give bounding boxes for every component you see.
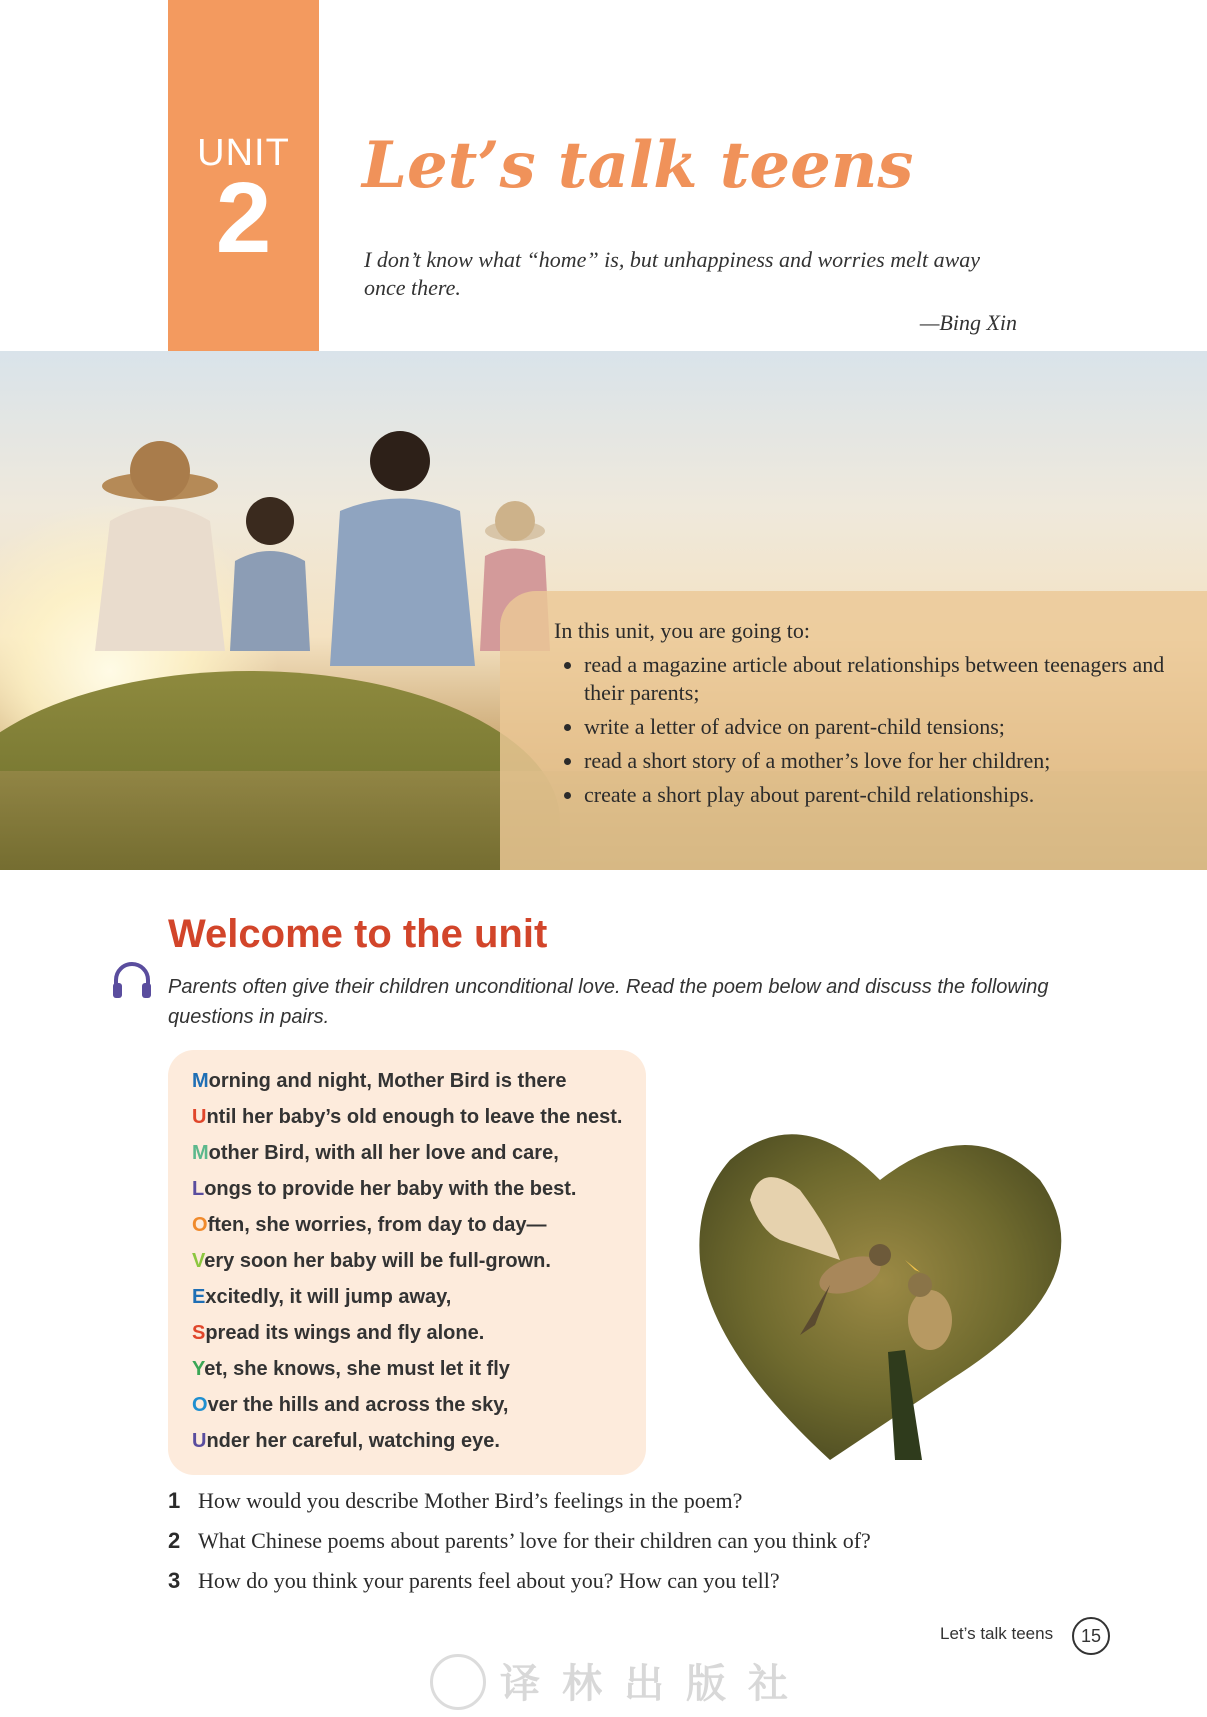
publisher-logo [430, 1654, 486, 1710]
acrostic-letter: M [192, 1142, 209, 1164]
goal-item: • read a magazine article about relationships between teenagers and their parents; [584, 651, 1177, 707]
poem-line: Mother Bird, with all her love and care, [192, 1142, 559, 1164]
section-heading: Welcome to the unit [168, 912, 548, 956]
poem-line: Yet, she knows, she must let it fly [192, 1358, 510, 1380]
question-item: 1 How would you describe Mother Bird’s feelings in the poem? [168, 1488, 743, 1513]
acrostic-letter: M [192, 1070, 209, 1092]
unit-badge [168, 0, 319, 351]
birds-heart-photo [690, 1120, 1070, 1460]
headphones-icon[interactable] [110, 960, 154, 1000]
question-number: 1 [168, 1488, 181, 1513]
unit-label: UNIT [197, 132, 290, 174]
poem-line: Morning and night, Mother Bird is there [192, 1070, 567, 1092]
epigraph-quote: I don’t know what “home” is, but unhappiness and worries melt away once there. [364, 247, 981, 300]
goals-intro: In this unit, you are going to: [554, 618, 811, 643]
poem-line: Spread its wings and fly alone. [192, 1322, 485, 1344]
acrostic-letter: O [192, 1214, 208, 1236]
acrostic-letter: E [192, 1286, 206, 1308]
acrostic-letter: Y [192, 1358, 205, 1380]
acrostic-letter: V [192, 1250, 205, 1272]
acrostic-letter: L [192, 1178, 205, 1200]
acrostic-letter: U [192, 1430, 207, 1452]
poem-box [168, 1050, 646, 1475]
unit-number: 2 [215, 162, 272, 274]
poem-line: Often, she worries, from day to day— [192, 1214, 547, 1236]
poem-line: Longs to provide her baby with the best. [192, 1178, 577, 1200]
acrostic-letter: O [192, 1394, 208, 1416]
goal-item: • write a letter of advice on parent-child tensions; [584, 713, 1177, 741]
poem-line: Excitedly, it will jump away, [192, 1286, 452, 1308]
question-number: 2 [168, 1528, 181, 1553]
acrostic-letter: U [192, 1106, 207, 1128]
poem-line: Very soon her baby will be full-grown. [192, 1250, 551, 1272]
publisher-watermark: 译林出版社 [500, 1660, 810, 1707]
running-title: Let’s talk teens [940, 1624, 1054, 1643]
goal-item: • create a short play about parent-child relationships. [584, 781, 1177, 809]
question-item: 3 How do you think your parents feel about you? How can you tell? [168, 1568, 780, 1593]
activity-instruction: Parents often give their children unconditional love. Read the poem below and discuss the following questions in pairs. [168, 976, 1049, 1028]
epigraph-author: —Bing Xin [919, 310, 1017, 335]
question-item: 2 What Chinese poems about parents’ love for their children can you think of? [168, 1528, 871, 1553]
question-number: 3 [168, 1568, 181, 1593]
family-silhouettes [90, 391, 550, 711]
poem-line: Until her baby’s old enough to leave the nest. [192, 1106, 623, 1128]
unit-goals-box [500, 591, 1207, 870]
page-number: 15 [1072, 1617, 1110, 1655]
poem-line: Over the hills and across the sky, [192, 1394, 509, 1416]
poem-line: Under her careful, watching eye. [192, 1430, 500, 1452]
unit-title: Let’s talk teens [362, 128, 914, 203]
goals-list [554, 651, 1177, 809]
acrostic-letter: S [192, 1322, 206, 1344]
goal-item: • read a short story of a mother’s love for her children; [584, 747, 1177, 775]
